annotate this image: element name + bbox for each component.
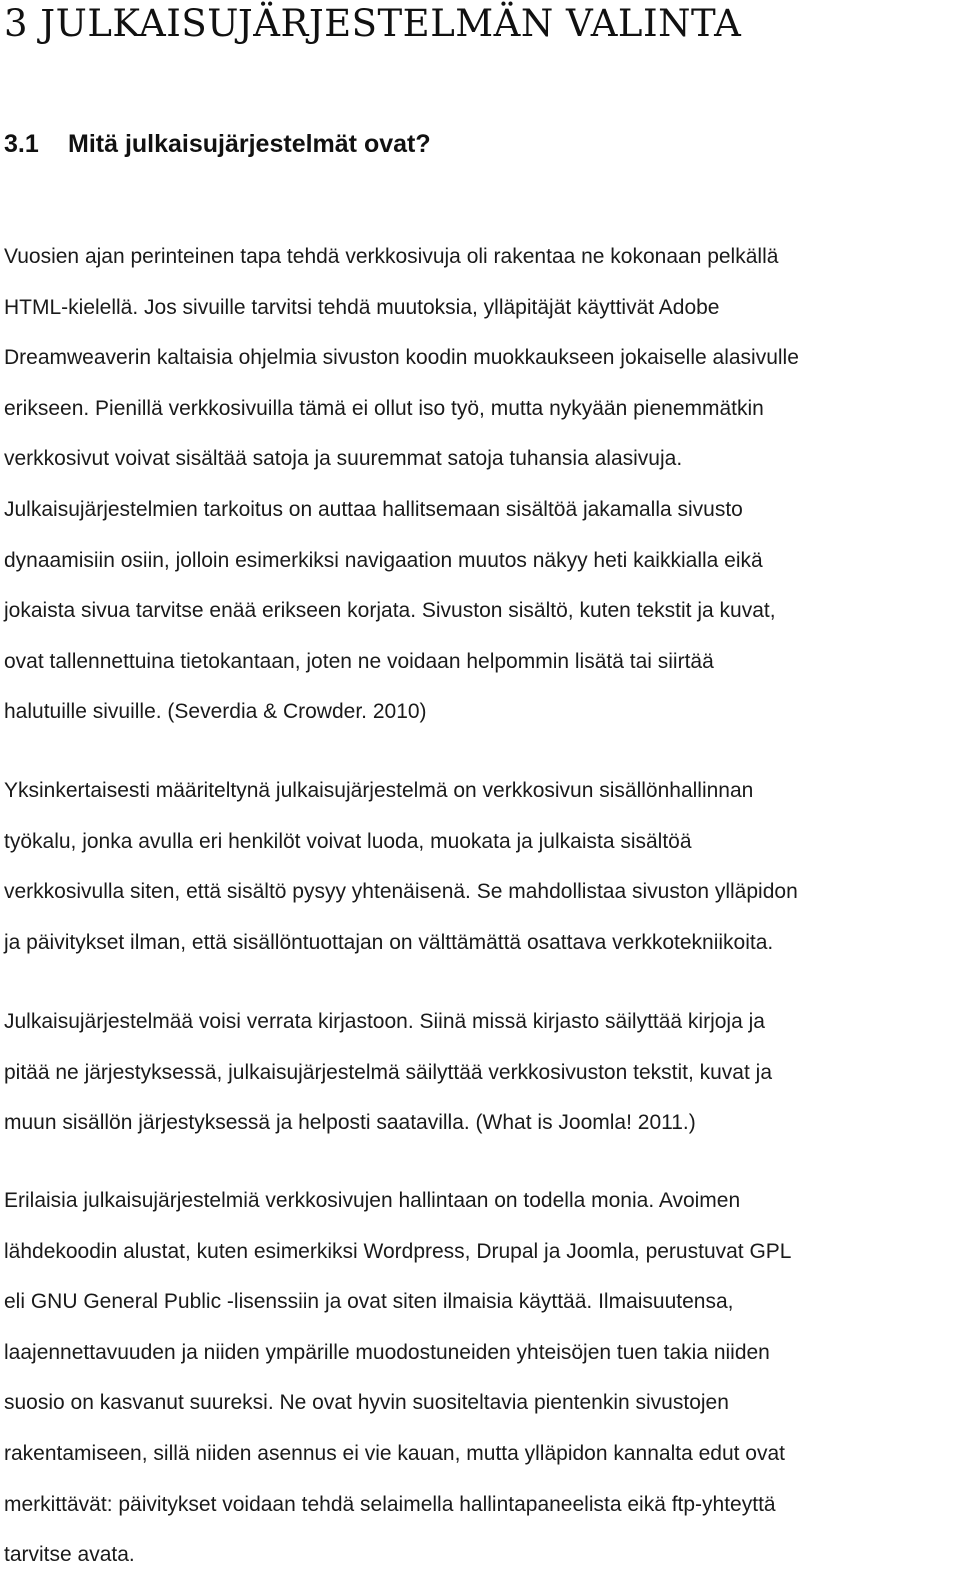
text-line: verkkosivut voivat sisältää satoja ja suuremmat satoja tuhansia alasivuja. (4, 447, 683, 471)
section-title-text: Mitä julkaisujärjestelmät ovat? (68, 130, 431, 158)
text-line: ovat tallennettuina tietokantaan, joten ne voidaan helpommin lisätä tai siirtää (4, 649, 714, 673)
text-line: Erilaisia julkaisujärjestelmiä verkkosivujen hallintaan on todella monia. Avoimen (4, 1189, 741, 1212)
paragraph-history (4, 232, 956, 738)
text-line: lähdekoodin alustat, kuten esimerkiksi Wordpress, Drupal ja Joomla, perustuvat GPL (4, 1239, 792, 1263)
text-line: dynaamisiin osiin, jolloin esimerkiksi navigaation muutos näkyy heti kaikkialla eikä (4, 548, 763, 572)
paragraph-definition (4, 766, 956, 968)
text-line: erikseen. Pienillä verkkosivuilla tämä ei ollut iso työ, mutta nykyään pienemmätkin (4, 396, 764, 420)
text-line: laajennettavuuden ja niiden ympärille muodostuneiden yhteisöjen tuen takia niiden (4, 1340, 770, 1364)
text-line: HTML-kielellä. Jos sivuille tarvitsi tehdä muutoksia, ylläpitäjät käyttivät Adobe (4, 295, 720, 319)
text-line: tarvitse avata. (4, 1543, 135, 1567)
text-line: työkalu, jonka avulla eri henkilöt voivat luoda, muokata ja julkaista sisältöä (4, 829, 692, 853)
text-line: jokaista sivua tarvitse enää erikseen korjata. Sivuston sisältö, kuten tekstit ja kuvat, (4, 599, 776, 623)
text-line: merkittävät: päivitykset voidaan tehdä selaimella hallintapaneelista eikä ftp-yhteyttä (4, 1492, 776, 1516)
text-line: Yksinkertaisesti määriteltynä julkaisujärjestelmä on verkkosivun sisällönhallinnan (4, 779, 754, 802)
paragraph-open-source (4, 1176, 956, 1581)
text-line: verkkosivulla siten, että sisältö pysyy yhtenäisenä. Se mahdollistaa sivuston ylläpidon (4, 880, 798, 904)
section-heading (4, 126, 431, 162)
text-line: muun sisällön järjestyksessä ja helposti saatavilla. (What is Joomla! 2011.) (4, 1111, 696, 1135)
text-line: eli GNU General Public -lisenssiin ja ovat siten ilmaisia käyttää. Ilmaisuutensa, (4, 1290, 734, 1314)
chapter-heading: 3 JULKAISUJÄRJESTELMÄN VALINTA (4, 2, 742, 45)
paragraph-library-analogy (4, 997, 956, 1149)
text-line: suosio on kasvanut suureksi. Ne ovat hyvin suositeltavia pientenkin sivustojen (4, 1391, 729, 1415)
text-line: halutuille sivuille. (Severdia & Crowder. 2010) (4, 700, 427, 724)
text-line: Vuosien ajan perinteinen tapa tehdä verkkosivuja oli rakentaa ne kokonaan pelkällä (4, 245, 779, 268)
text-line: Julkaisujärjestelmien tarkoitus on auttaa hallitsemaan sisältöä jakamalla sivusto (4, 497, 743, 521)
text-line: Dreamweaverin kaltaisia ohjelmia sivuston koodin muokkaukseen jokaiselle alasivulle (4, 346, 799, 370)
section-number: 3.1 (4, 130, 39, 158)
text-line: Julkaisujärjestelmää voisi verrata kirjastoon. Siinä missä kirjasto säilyttää kirjoja ja (4, 1010, 765, 1033)
text-line: pitää ne järjestyksessä, julkaisujärjestelmä säilyttää verkkosivuston tekstit, kuvat ja (4, 1060, 772, 1084)
text-line: rakentamiseen, sillä niiden asennus ei vie kauan, mutta ylläpidon kannalta edut ovat (4, 1441, 785, 1465)
text-line: ja päivitykset ilman, että sisällöntuottajan on välttämättä osattava verkkotekniikoita. (4, 930, 774, 954)
